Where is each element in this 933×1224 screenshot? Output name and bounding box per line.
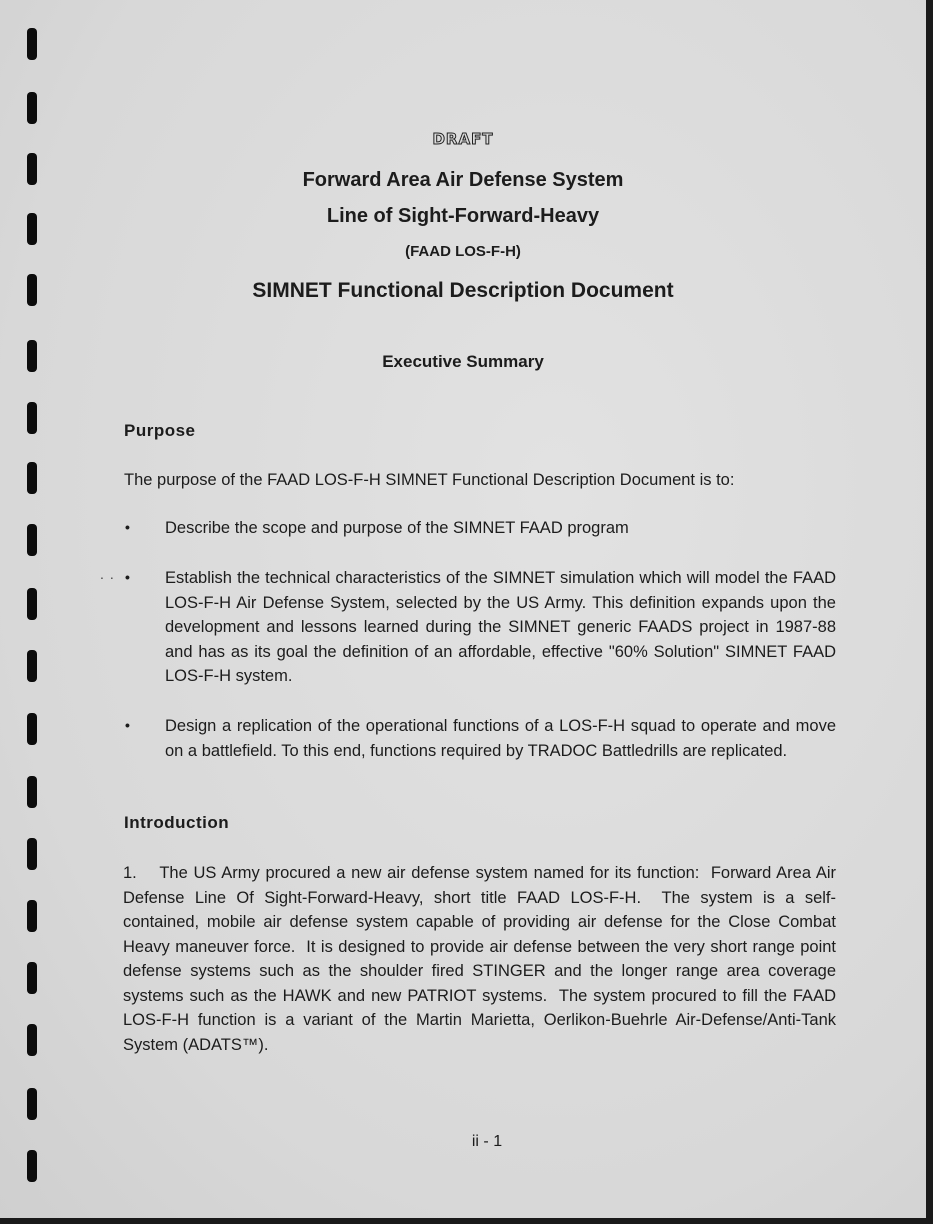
punch-hole [27, 402, 37, 434]
bullet-marker: • [125, 569, 130, 585]
introduction-paragraph: 1. The US Army procured a new air defense system named for its function: Forward Area Air Defense Line Of Sight-Forward-Heavy, short title FAAD LOS-F-H. The system is a self-contained, mobile air defense system capable of providing air defense for the Close Combat Heavy maneuver force. It is designed to provide air defense between the very short range point defense systems such as the shoulder fired STINGER and the longer range area coverage systems such as the HAWK and new PATRIOT systems. The system procured to fill the FAAD LOS-F-H function is a variant of the Martin Marietta, Oerlikon-Buehrle Air-Defense/Anti-Tank System (ADATS™). [123, 864, 841, 1054]
punch-hole [27, 92, 37, 124]
punch-hole [27, 462, 37, 494]
purpose-bullet-1: Describe the scope and purpose of the SIMNET FAAD program [165, 519, 629, 537]
punch-hole [27, 838, 37, 870]
page-number: ii - 1 [471, 1133, 503, 1150]
purpose-intro: The purpose of the FAAD LOS-F-H SIMNET Functional Description Document is to: [124, 471, 735, 489]
scan-mark: .. [100, 566, 120, 582]
purpose-bullet-3: Design a replication of the operational functions of a LOS-F-H squad to operate and move on a battlefield. To this end, functions required by TRADOC Battledrills are replicated. [165, 717, 836, 760]
document-type-title: SIMNET Functional Description Document [252, 279, 674, 302]
document-abbreviation: (FAAD LOS-F-H) [405, 243, 521, 260]
section-title: Executive Summary [382, 352, 544, 371]
punch-hole [27, 962, 37, 994]
punch-hole [27, 588, 37, 620]
punch-hole [27, 28, 37, 60]
draft-stamp: DRAFT [432, 130, 494, 148]
punch-hole [27, 1088, 37, 1120]
bullet-marker: • [125, 717, 130, 733]
introduction-heading: Introduction [124, 813, 230, 832]
punch-hole [27, 1150, 37, 1182]
purpose-heading: Purpose [124, 421, 196, 440]
punch-hole [27, 776, 37, 808]
bullet-marker: • [125, 519, 130, 535]
punch-hole [27, 650, 37, 682]
punch-hole [27, 900, 37, 932]
purpose-bullet-2: Establish the technical characteristics of the SIMNET simulation which will model the FAAD LOS-F-H Air Defense System, selected by the US Army. This definition expands upon the development and lessons learned during the SIMNET generic FAADS project in 1987-88 and has as its goal the definition of an affordable, effective "60% Solution" SIMNET FAAD LOS-F-H system. [165, 569, 836, 685]
punch-hole [27, 1024, 37, 1056]
document-title: Forward Area Air Defense System [302, 169, 624, 191]
document-subtitle: Line of Sight-Forward-Heavy [326, 205, 600, 227]
punch-hole [27, 524, 37, 556]
punch-hole [27, 713, 37, 745]
